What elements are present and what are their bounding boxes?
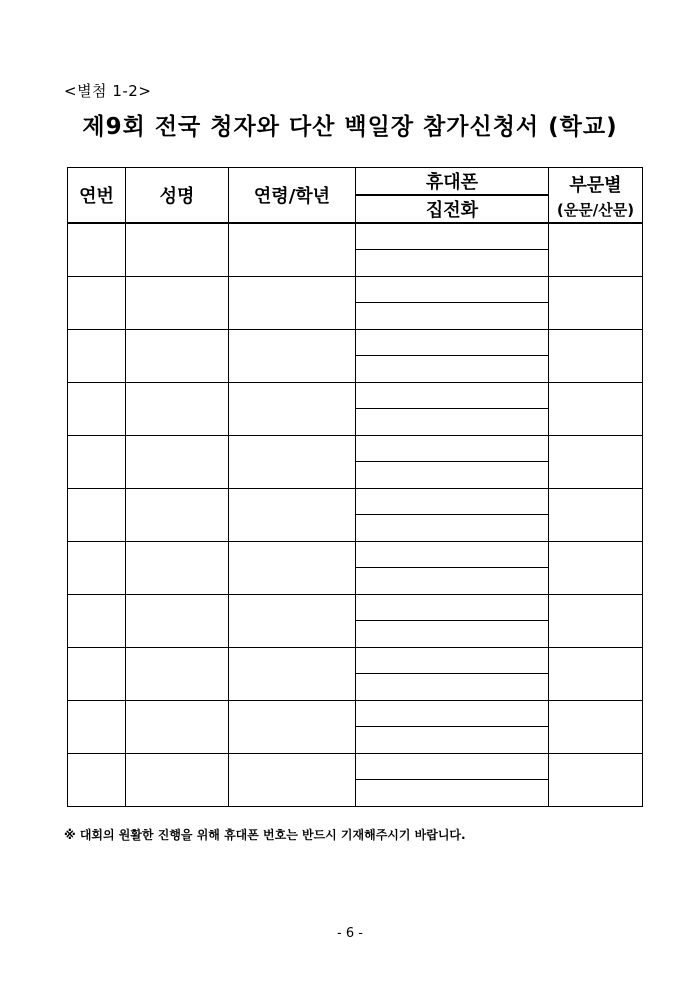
number-cell[interactable] bbox=[68, 700, 126, 753]
table-body bbox=[68, 223, 643, 806]
header-number: 연번 bbox=[68, 168, 126, 224]
header-mobile: 휴대폰 bbox=[356, 168, 549, 196]
name-cell[interactable] bbox=[126, 329, 229, 382]
header-home-phone: 집전화 bbox=[356, 195, 549, 223]
footnote: ※ 대회의 원활한 진행을 위해 휴대폰 번호는 반드시 기재해주시기 바랍니다. bbox=[64, 828, 466, 842]
category-cell[interactable] bbox=[549, 753, 643, 806]
table-row bbox=[68, 276, 643, 302]
age-grade-cell[interactable] bbox=[229, 329, 356, 382]
age-grade-cell[interactable] bbox=[229, 276, 356, 329]
name-cell[interactable] bbox=[126, 541, 229, 594]
category-cell[interactable] bbox=[549, 541, 643, 594]
name-cell[interactable] bbox=[126, 700, 229, 753]
attachment-label: <별첨 1-2> bbox=[64, 82, 152, 100]
category-cell[interactable] bbox=[549, 488, 643, 541]
home-phone-cell[interactable] bbox=[356, 673, 549, 700]
number-cell[interactable] bbox=[68, 276, 126, 329]
home-phone-cell[interactable] bbox=[356, 567, 549, 594]
home-phone-cell[interactable] bbox=[356, 779, 549, 806]
mobile-cell[interactable] bbox=[356, 594, 549, 620]
mobile-cell[interactable] bbox=[356, 382, 549, 408]
age-grade-cell[interactable] bbox=[229, 594, 356, 647]
table-row bbox=[68, 753, 643, 779]
table-row bbox=[68, 647, 643, 673]
home-phone-cell[interactable] bbox=[356, 249, 549, 276]
name-cell[interactable] bbox=[126, 382, 229, 435]
age-grade-cell[interactable] bbox=[229, 223, 356, 276]
number-cell[interactable] bbox=[68, 488, 126, 541]
mobile-cell[interactable] bbox=[356, 276, 549, 302]
age-grade-cell[interactable] bbox=[229, 382, 356, 435]
number-cell[interactable] bbox=[68, 647, 126, 700]
category-cell[interactable] bbox=[549, 647, 643, 700]
mobile-cell[interactable] bbox=[356, 435, 549, 461]
mobile-cell[interactable] bbox=[356, 700, 549, 726]
age-grade-cell[interactable] bbox=[229, 435, 356, 488]
number-cell[interactable] bbox=[68, 382, 126, 435]
category-cell[interactable] bbox=[549, 594, 643, 647]
home-phone-cell[interactable] bbox=[356, 514, 549, 541]
category-cell[interactable] bbox=[549, 329, 643, 382]
age-grade-cell[interactable] bbox=[229, 541, 356, 594]
header-age-grade: 연령/학년 bbox=[229, 168, 356, 224]
age-grade-cell[interactable] bbox=[229, 488, 356, 541]
name-cell[interactable] bbox=[126, 647, 229, 700]
application-table bbox=[67, 167, 643, 807]
table-row bbox=[68, 223, 643, 249]
home-phone-cell[interactable] bbox=[356, 408, 549, 435]
home-phone-cell[interactable] bbox=[356, 355, 549, 382]
age-grade-cell[interactable] bbox=[229, 647, 356, 700]
table-row bbox=[68, 700, 643, 726]
header-category-label: 부문별 bbox=[569, 174, 622, 196]
mobile-cell[interactable] bbox=[356, 647, 549, 673]
age-grade-cell[interactable] bbox=[229, 700, 356, 753]
category-cell[interactable] bbox=[549, 435, 643, 488]
number-cell[interactable] bbox=[68, 753, 126, 806]
name-cell[interactable] bbox=[126, 223, 229, 276]
category-cell[interactable] bbox=[549, 382, 643, 435]
mobile-cell[interactable] bbox=[356, 223, 549, 249]
table-row bbox=[68, 541, 643, 567]
name-cell[interactable] bbox=[126, 594, 229, 647]
header-category bbox=[549, 168, 643, 224]
mobile-cell[interactable] bbox=[356, 541, 549, 567]
table-row bbox=[68, 435, 643, 461]
home-phone-cell[interactable] bbox=[356, 726, 549, 753]
table-row bbox=[68, 488, 643, 514]
name-cell[interactable] bbox=[126, 753, 229, 806]
home-phone-cell[interactable] bbox=[356, 620, 549, 647]
home-phone-cell[interactable] bbox=[356, 302, 549, 329]
age-grade-cell[interactable] bbox=[229, 753, 356, 806]
number-cell[interactable] bbox=[68, 594, 126, 647]
table-row bbox=[68, 382, 643, 408]
header-name: 성명 bbox=[126, 168, 229, 224]
page-title: 제9회 전국 청자와 다산 백일장 참가신청서 (학교) bbox=[82, 114, 618, 140]
number-cell[interactable] bbox=[68, 435, 126, 488]
mobile-cell[interactable] bbox=[356, 329, 549, 355]
name-cell[interactable] bbox=[126, 488, 229, 541]
category-cell[interactable] bbox=[549, 700, 643, 753]
name-cell[interactable] bbox=[126, 276, 229, 329]
table-row bbox=[68, 329, 643, 355]
number-cell[interactable] bbox=[68, 329, 126, 382]
mobile-cell[interactable] bbox=[356, 753, 549, 779]
number-cell[interactable] bbox=[68, 223, 126, 276]
table-row bbox=[68, 594, 643, 620]
header-category-sub: (운문/산문) bbox=[556, 200, 635, 219]
home-phone-cell[interactable] bbox=[356, 461, 549, 488]
number-cell[interactable] bbox=[68, 541, 126, 594]
category-cell[interactable] bbox=[549, 276, 643, 329]
category-cell[interactable] bbox=[549, 223, 643, 276]
page-number: - 6 - bbox=[337, 926, 363, 941]
mobile-cell[interactable] bbox=[356, 488, 549, 514]
name-cell[interactable] bbox=[126, 435, 229, 488]
